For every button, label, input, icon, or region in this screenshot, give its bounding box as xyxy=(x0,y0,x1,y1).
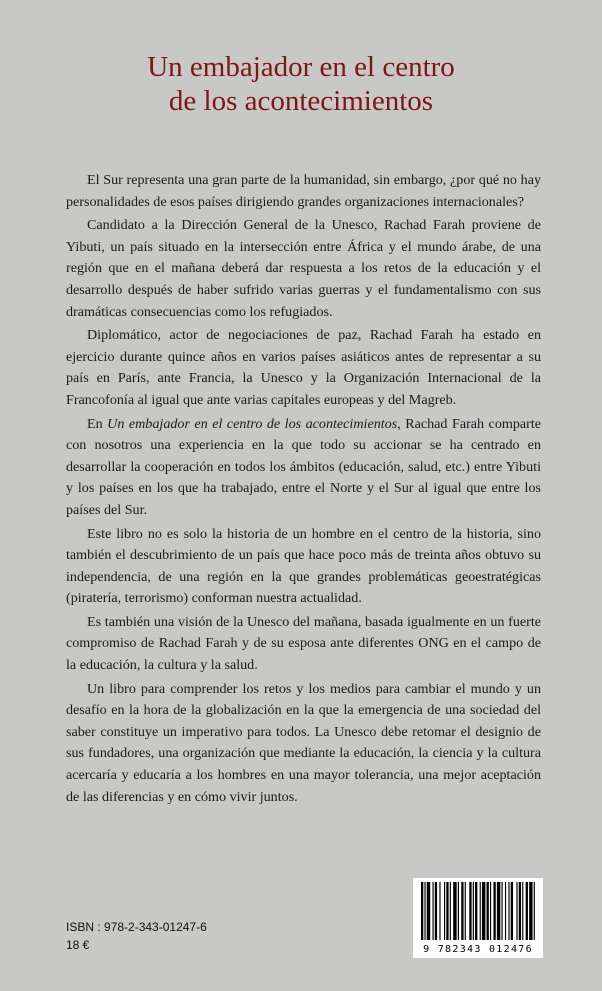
barcode-bar xyxy=(526,882,528,940)
book-title-italic: Un embajador en el centro de los acontecimientos xyxy=(107,415,398,432)
barcode-bar xyxy=(458,882,459,940)
paragraph-3: Diplomático, actor de negociaciones de paz, Rachad Farah ha estado en ejercicio durante quince años en varios países asiáticos antes de representar a su país en París, ante Francia, la Unesco y la Organización Internacional de la Francofonía al igual que ante varias capitales europeas y del Magreb. xyxy=(66,327,541,408)
barcode-bar xyxy=(461,882,463,940)
barcode-bar xyxy=(465,882,466,940)
barcode-bar xyxy=(433,882,434,940)
barcode-bar xyxy=(516,882,517,940)
barcode-bar xyxy=(511,882,513,940)
barcode-bar xyxy=(529,882,532,940)
barcode-bar xyxy=(421,882,423,940)
barcode-bar xyxy=(508,882,509,940)
paragraph-6: Es también una visión de la Unesco del mañana, basada igualmente en un fuerte compromiso de Rachad Farah y de su esposa ante diferentes ONG en el campo de la educación, la cultura y la salud. xyxy=(66,613,541,674)
title-line-2: de los acontecimientos xyxy=(168,85,434,117)
barcode-bar xyxy=(493,882,495,940)
barcode-bar xyxy=(427,882,430,940)
paragraph-4 xyxy=(66,414,541,522)
paragraph-4-after: , Rachad Farah comparte con nosotros una experiencia en la que todo su accionar se ha centrado en desarrollar la cooperación en todos los ámbitos (educación, salud, etc.) entre Yibuti y los países en los que ha trabajado, entre el Norte y el Sur al igual que entre los países del Sur. xyxy=(66,415,541,518)
barcode-bar xyxy=(446,882,448,940)
barcode-bar xyxy=(505,882,506,940)
barcode-bar xyxy=(522,882,523,940)
back-cover-title xyxy=(0,50,602,118)
barcode-bar xyxy=(502,882,503,940)
barcode-bar xyxy=(435,882,437,940)
barcode-bar xyxy=(469,882,471,940)
paragraph-5: Este libro no es solo la historia de un hombre en el centro de la historia, sino también el descubrimiento de un país que hace poco más de treinta años obtuvo su independencia, de una región en la que grandes problemáticas geoestratégicas (piratería, terrorismo) conforman nuestra actualidad. xyxy=(66,525,541,607)
barcode-bar xyxy=(487,882,489,940)
isbn-number: ISBN : 978-2-343-01247-6 xyxy=(66,920,207,934)
barcode-bar xyxy=(480,882,481,940)
paragraph-4-before: En xyxy=(87,415,108,432)
barcode-bar xyxy=(450,882,451,940)
barcode-digits: 9 782343 012476 xyxy=(423,944,533,955)
barcode-bar xyxy=(490,882,491,940)
barcode-bar xyxy=(453,882,456,940)
paragraph-1: El Sur representa una gran parte de la humanidad, sin embargo, ¿por qué no hay personalidades de esos países dirigiendo grandes organizaciones internacionales? xyxy=(66,172,541,210)
title-line-1: Un embajador en el centro xyxy=(147,51,455,83)
barcode-bar xyxy=(473,882,474,940)
blurb-body xyxy=(66,170,541,810)
isbn-block xyxy=(66,918,207,954)
barcode-bar xyxy=(534,882,535,940)
barcode-bars xyxy=(413,878,543,942)
barcode-bar xyxy=(444,882,445,940)
barcode-bar xyxy=(482,882,485,940)
barcode-bar xyxy=(439,882,440,940)
price: 18 € xyxy=(66,938,90,952)
barcode-bar xyxy=(475,882,477,940)
barcode-bar xyxy=(424,882,425,940)
barcode-bar xyxy=(497,882,500,940)
barcode-bar xyxy=(519,882,521,940)
paragraph-2: Candidato a la Dirección General de la Unesco, Rachad Farah proviene de Yibuti, un país situado en la intersección entre África y el mundo árabe, de una región que en el mañana deberá dar respuesta a los retos de la educación y el desarrollo después de haber sufrido varias guerras y el fundamentalismo con sus dramáticas consecuencias como los refugiados. xyxy=(66,217,541,320)
barcode xyxy=(413,878,543,958)
paragraph-7: Un libro para comprender los retos y los medios para cambiar el mundo y un desafío en la hora de la globalización en la que la emergencia de una sociedad del saber constituye un imperativo para todos. La Unesco debe retomar el designio de sus fundadores, una organización que mediante la educación, la ciencia y la cultura acercaría y educaría a los hombres en una mayor tolerancia, una mejor aceptación de las diferencias y en cómo vivir juntos. xyxy=(66,680,541,805)
